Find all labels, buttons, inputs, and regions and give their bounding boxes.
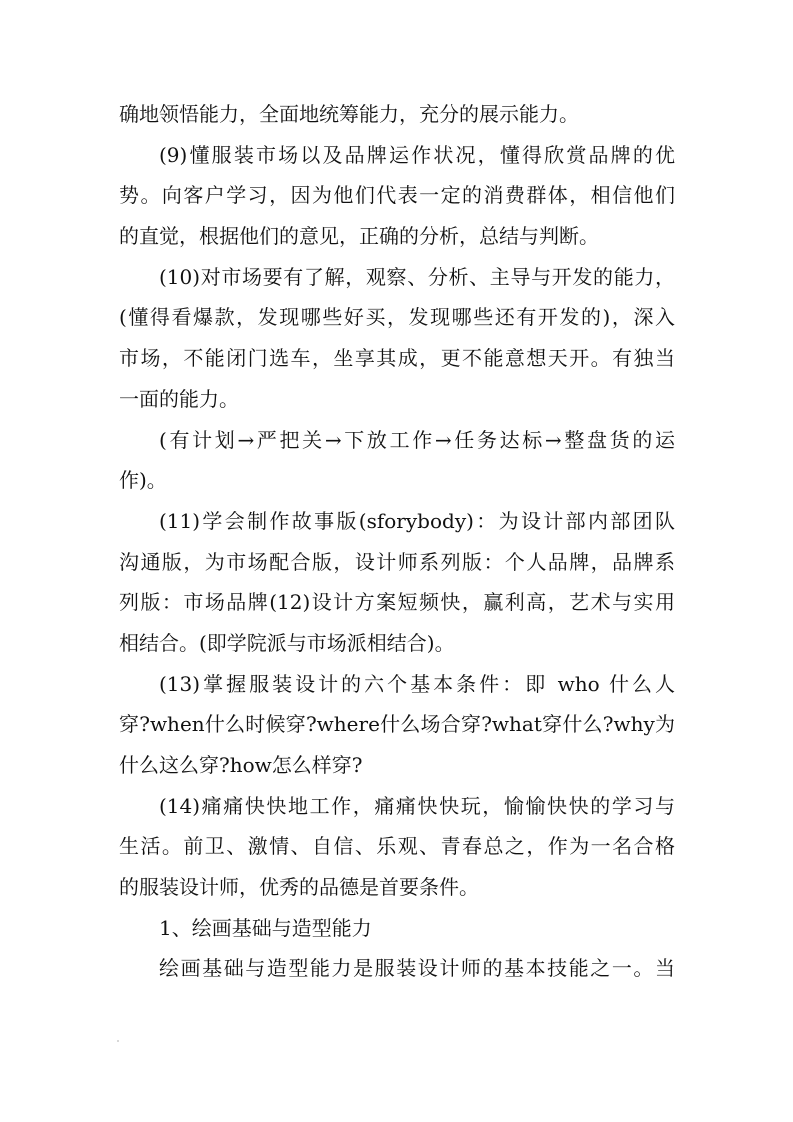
text-line: (14)痛痛快快地工作，痛痛快快玩，愉愉快快的学习与: [159, 793, 675, 818]
text-line: (13)掌握服装设计的六个基本条件：即 who 什么人: [159, 671, 675, 696]
text-line: 沟通版，为市场配合版，设计师系列版：个人品牌，品牌系: [119, 549, 675, 574]
text-line: 列版：市场品牌(12)设计方案短频快，赢利高，艺术与实用: [119, 590, 675, 615]
text-line: 作)。: [119, 468, 167, 493]
text-line: (11)学会制作故事版(sforybody)：为设计部内部团队: [159, 508, 675, 533]
text-line: 绘画基础与造型能力是服装设计师的基本技能之一。当: [159, 956, 675, 981]
text-line: 一面的能力。: [119, 386, 239, 411]
text-line: 市场，不能闭门选车，坐享其成，更不能意想天开。有独当: [119, 346, 675, 371]
text-line: 穿?when什么时候穿?where什么场合穿?what穿什么?why为: [119, 712, 675, 737]
body-text: [119, 94, 675, 989]
text-line: 的直觉，根据他们的意见，正确的分析，总结与判断。: [119, 224, 599, 249]
text-line: 什么这么穿?how怎么样穿?: [119, 753, 363, 777]
text-line: 确地领悟能力，全面地统筹能力，充分的展示能力。: [119, 102, 579, 126]
text-line: 的服装设计师，优秀的品德是首要条件。: [119, 875, 479, 900]
text-line: (9)懂服装市场以及品牌运作状况，懂得欣赏品牌的优: [159, 142, 675, 167]
page-footer-mark: [117, 1040, 119, 1042]
text-line: 势。向客户学习，因为他们代表一定的消费群体，相信他们: [119, 183, 675, 208]
text-line: (有计划→严把关→下放工作→任务达标→整盘货的运: [159, 427, 675, 452]
text-line: (10)对市场要有了解，观察、分析、主导与开发的能力，: [159, 264, 675, 289]
text-line: (懂得看爆款，发现哪些好买，发现哪些还有开发的)，深入: [119, 305, 675, 330]
section-heading: 1、绘画基础与造型能力: [159, 915, 372, 940]
text-line: 相结合。(即学院派与市场派相结合)。: [119, 630, 455, 655]
text-line: 生活。前卫、激情、自信、乐观、青春总之，作为一名合格: [119, 834, 675, 859]
